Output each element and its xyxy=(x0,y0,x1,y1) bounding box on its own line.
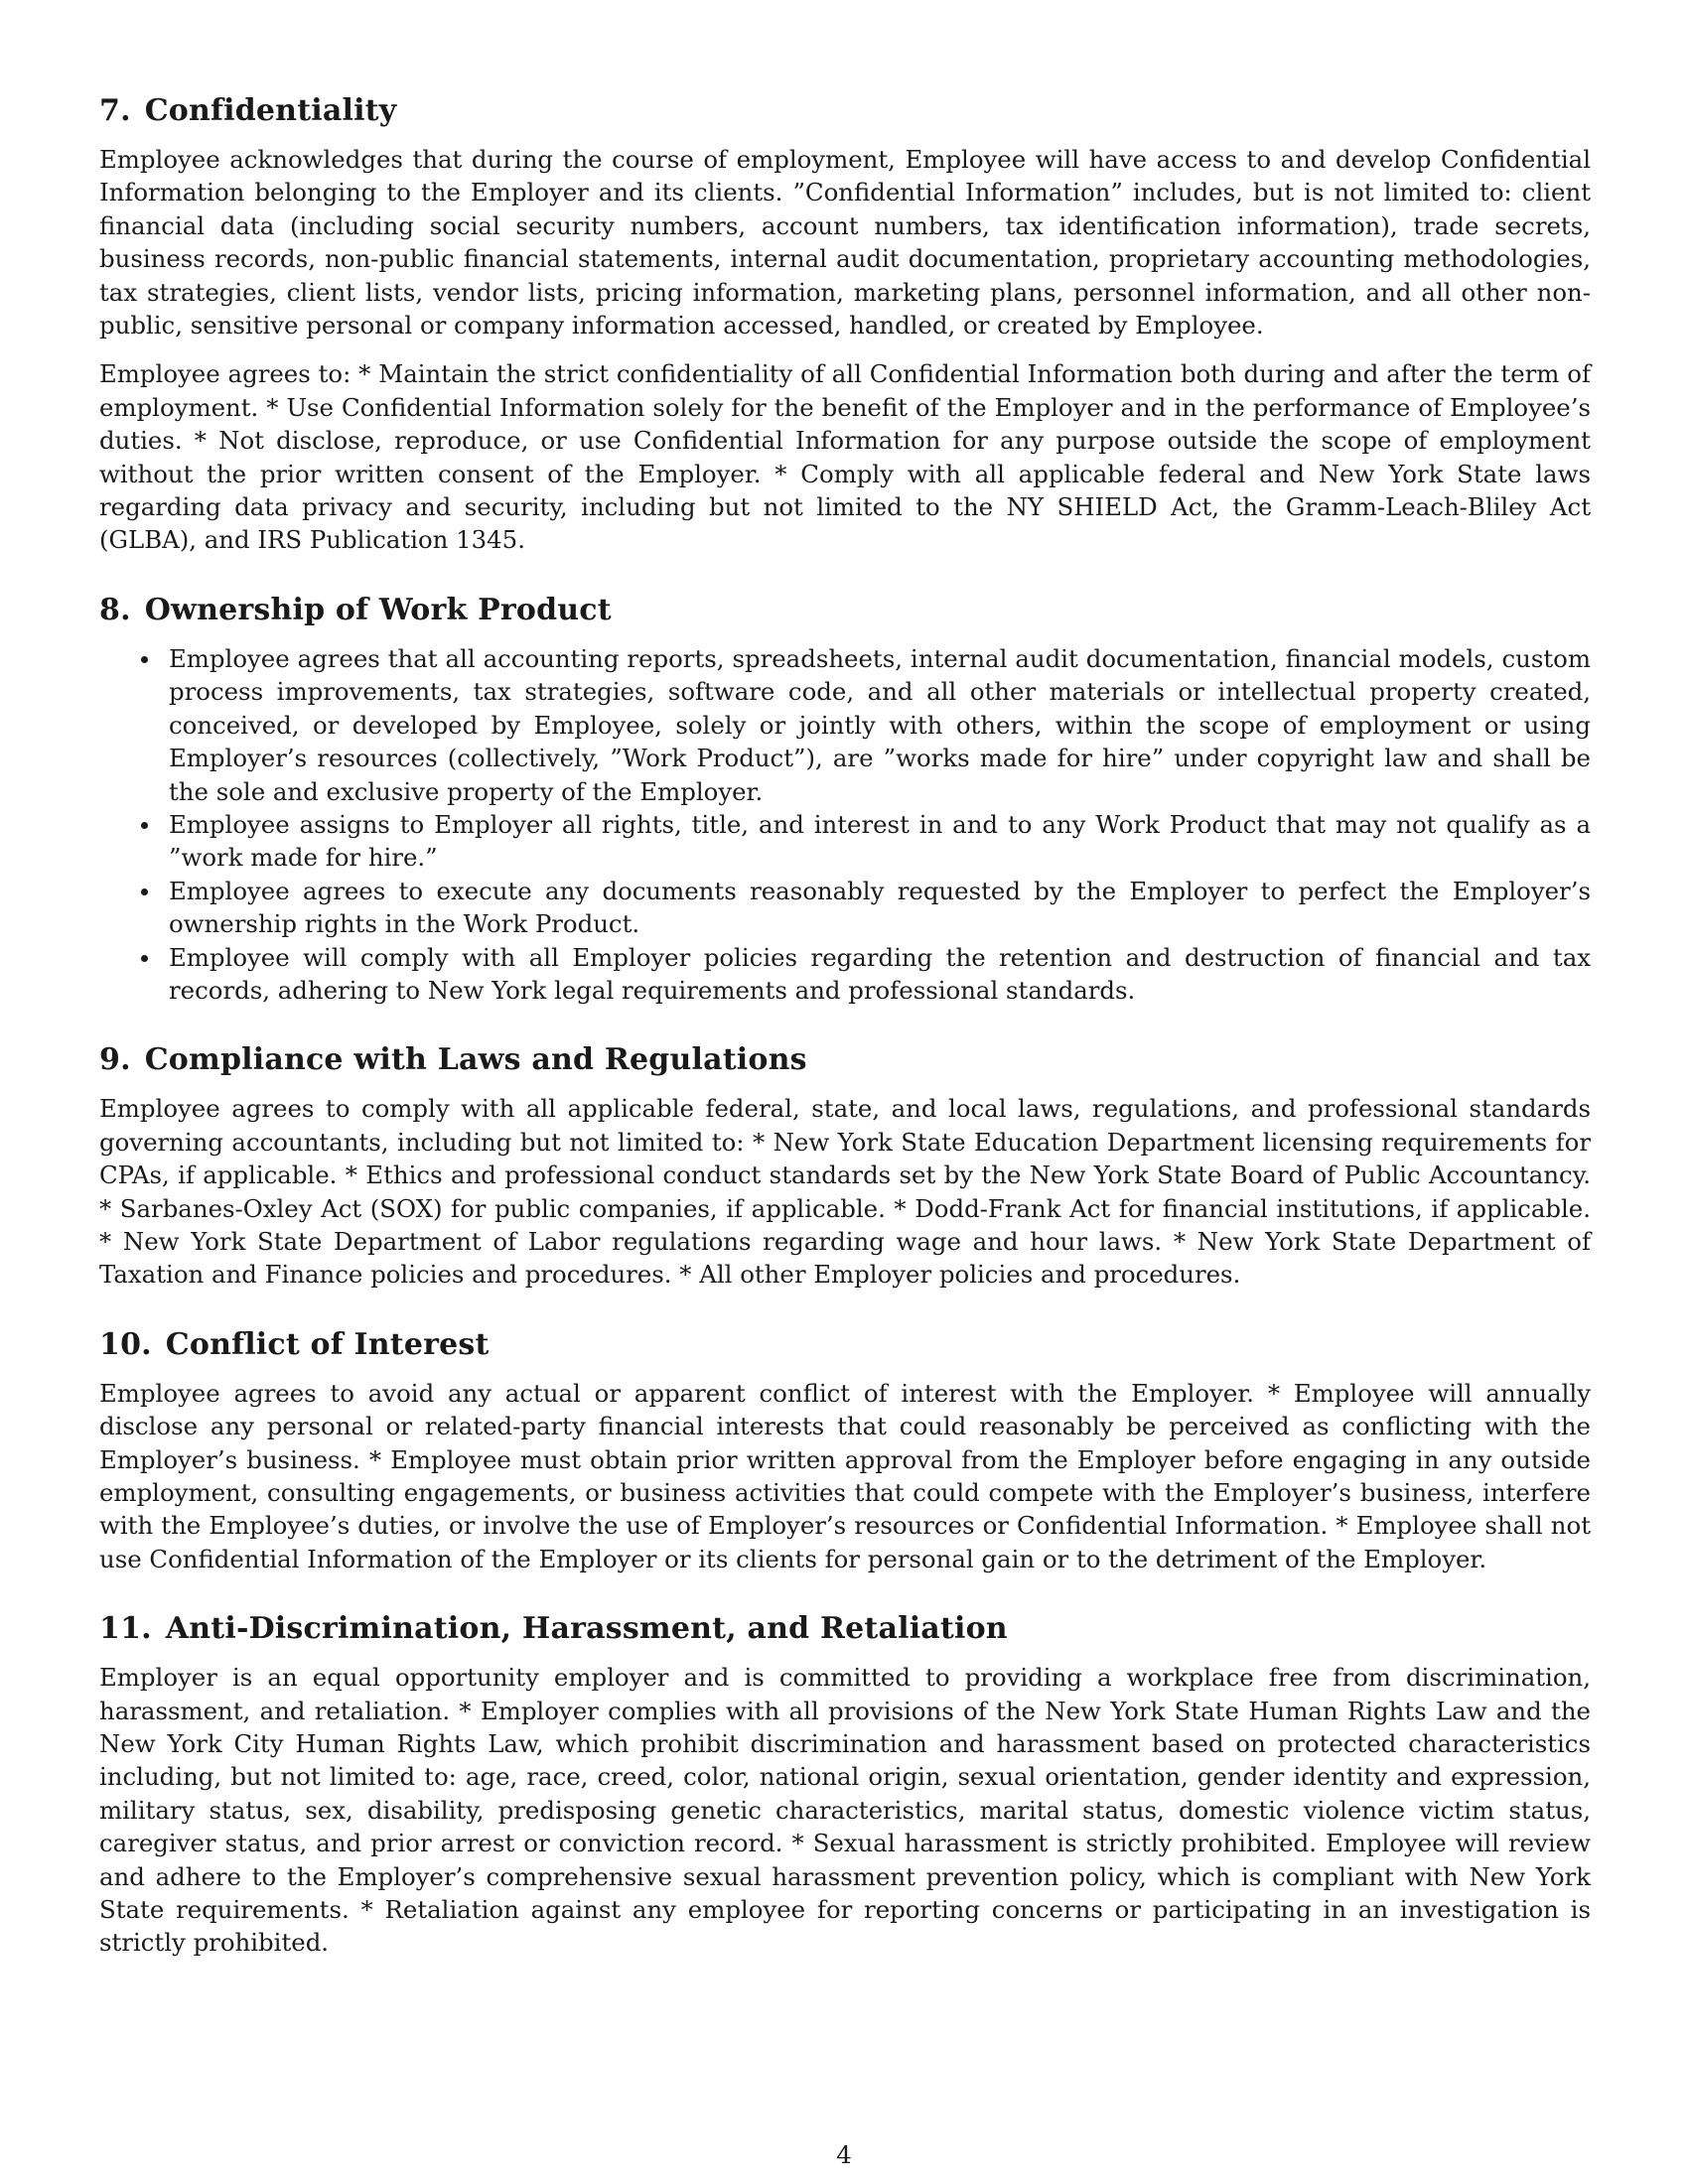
list-item-text: Employee agrees to execute any documents reasonably requested by the Employer to perfect the Employer’s ownership rights in the Work Product. xyxy=(169,876,1591,939)
list-item xyxy=(169,642,1591,808)
section-heading xyxy=(99,1040,1591,1080)
list-item xyxy=(169,875,1591,941)
section-anti-discrimination xyxy=(99,1609,1591,1960)
paragraph: Employee agrees to avoid any actual or apparent conflict of interest with the Employer. * Employee will annually disclose any personal or related-party financial interests that could reasonably be perceived as conflicting with the Employer’s business. * Employee must obtain prior written approval from the Employer before engaging in any outside employment, consulting engagements, or business activities that could compete with the Employer’s business, interfere with the Employee’s duties, or involve the use of Employer’s resources or Confidential Information. * Employee shall not use Confidential Information of the Employer or its clients for personal gain or to the detriment of the Employer. xyxy=(99,1378,1591,1573)
bullet-icon xyxy=(141,955,148,962)
section-title: Anti-Discrimination, Harassment, and Retaliation xyxy=(165,1611,1008,1647)
section-title: Conflict of Interest xyxy=(165,1326,490,1362)
section-title: Compliance with Laws and Regulations xyxy=(144,1042,807,1078)
paragraph: Employee agrees to: * Maintain the strict confidentiality of all Confidential Information both during and after the term of employment. * Use Confidential Information solely for the benefit of the Employer and in the performance of Employee’s duties. * Not disclose, reproduce, or use Confidential Information for any purpose outside the scope of employment without the prior written consent of the Employer. * Comply with all applicable federal and New York State laws regarding data privacy and security, including but not limited to the NY SHIELD Act, the Gramm-Leach-Bliley Act (GLBA), and IRS Publication 1345. xyxy=(99,359,1591,555)
bullet-list xyxy=(99,642,1591,1007)
list-item-text: Employee assigns to Employer all rights, title, and interest in and to any Work Product that may not qualify as a ”work made for hire.” xyxy=(169,809,1591,873)
paragraph: Employer is an equal opportunity employer and is committed to providing a workplace free from discrimination, harassment, and retaliation. * Employer complies with all provisions of the New York State Human Rights Law and the New York City Human Rights Law, which prohibit discrimination and harassment based on protected characteristics including, but not limited to: age, race, creed, color, national origin, sexual orientation, gender identity and expression, military status, sex, disability, predisposing genetic characteristics, marital status, domestic violence victim status, caregiver status, and prior arrest or conviction record. * Sexual harassment is strictly prohibited. Employee will review and adhere to the Employer’s comprehensive sexual harassment prevention policy, which is compliant with New York State requirements. * Retaliation against any employee for reporting concerns or participating in an investigation is strictly prohibited. xyxy=(99,1663,1591,1958)
section-compliance-with-laws xyxy=(99,1040,1591,1291)
page-number: 4 xyxy=(836,2140,852,2169)
section-heading xyxy=(99,91,1591,131)
section-heading xyxy=(99,1325,1591,1365)
section-number: 8. xyxy=(99,592,131,627)
bullet-icon xyxy=(141,822,148,829)
list-item xyxy=(169,808,1591,875)
list-item-text: Employee agrees that all accounting reports, spreadsheets, internal audit documentation, financial models, custom process improvements, tax strategies, software code, and all other materials or intellectual property created, conceived, or developed by Employee, solely or jointly with others, within the scope of employment or using Employer’s resources (collectively, ”Work Product”), are ”works made for hire” under copyright law and shall be the sole and exclusive property of the Employer. xyxy=(169,643,1591,806)
section-number: 9. xyxy=(99,1042,131,1078)
list-item xyxy=(169,941,1591,1008)
section-number: 7. xyxy=(99,93,131,128)
document-page xyxy=(99,91,1591,1993)
section-heading xyxy=(99,591,1591,630)
list-item-text: Employee will comply with all Employer policies regarding the retention and destruction of financial and tax records, adhering to New York legal requirements and professional standards. xyxy=(169,942,1591,1005)
section-title: Confidentiality xyxy=(144,93,397,128)
section-number: 11. xyxy=(99,1611,152,1647)
section-title: Ownership of Work Product xyxy=(144,592,612,627)
bullet-icon xyxy=(141,656,148,663)
section-number: 10. xyxy=(99,1326,152,1362)
section-conflict-of-interest xyxy=(99,1325,1591,1575)
section-ownership-of-work-product xyxy=(99,591,1591,1007)
section-heading xyxy=(99,1609,1591,1649)
paragraph: Employee agrees to comply with all applicable federal, state, and local laws, regulations, and professional standards governing accountants, including but not limited to: * New York State Education Department licensing requirements for CPAs, if applicable. * Ethics and professional conduct standards set by the New York State Board of Public Accountancy. * Sarbanes-Oxley Act (SOX) for public companies, if applicable. * Dodd-Frank Act for financial institutions, if applicable. * New York State Department of Labor regulations regarding wage and hour laws. * New York State Department of Taxation and Finance policies and procedures. * All other Employer policies and procedures. xyxy=(99,1094,1591,1290)
section-confidentiality xyxy=(99,91,1591,557)
bullet-icon xyxy=(141,888,148,895)
paragraph: Employee acknowledges that during the course of employment, Employee will have access to and develop Confidential Information belonging to the Employer and its clients. ”Confidential Information” includes, but is not limited to: client financial data (including social security numbers, account numbers, tax identification information), trade secrets, business records, non-public financial statements, internal audit documentation, proprietary accounting methodologies, tax strategies, client lists, vendor lists, pricing information, marketing plans, personnel information, and all other non-public, sensitive personal or company information accessed, handled, or created by Employee. xyxy=(99,145,1591,341)
